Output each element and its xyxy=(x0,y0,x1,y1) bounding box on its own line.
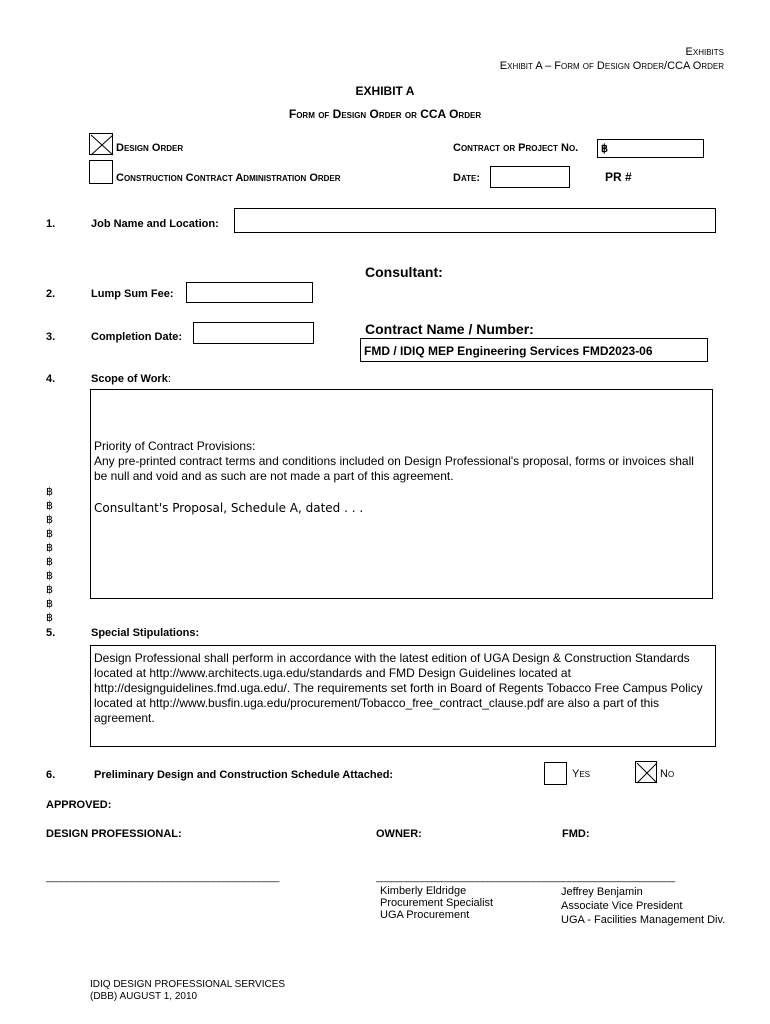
special-stipulations-text: Design Professional shall perform in accordance with the latest edition of UGA Design & Construction Standards located at http://www.architects.uga.edu/standards and FMD Design Guidelines located at http://designguidelines.fmd.uga.edu/. The requirements set forth in Board of Regents Tobacco Free Campus Policy located at http://www.busfin.uga.edu/procurement/Tobacco_free_contract_clause.pdf are also a part of this agreement. xyxy=(94,651,703,725)
baht-mark: ฿ xyxy=(46,612,53,624)
header-exhibits: Exhibits xyxy=(685,46,724,58)
footer xyxy=(90,979,285,1003)
schedule-attached-label: Preliminary Design and Construction Schedule Attached: xyxy=(94,769,394,781)
owner-org: UGA Procurement xyxy=(380,909,470,921)
yes-checkbox[interactable] xyxy=(544,762,567,785)
baht-mark: ฿ xyxy=(46,556,53,568)
owner-name: Kimberly Eldridge xyxy=(380,885,467,897)
contract-name-label: Contract Name / Number: xyxy=(365,321,534,337)
owner-label: OWNER: xyxy=(376,828,422,840)
baht-mark: ฿ xyxy=(46,542,53,554)
baht-mark: ฿ xyxy=(46,514,53,526)
priority-title: Priority of Contract Provisions: xyxy=(94,439,256,453)
baht-mark: ฿ xyxy=(46,584,53,596)
priority-text: Any pre-printed contract terms and conditions included on Design Professional's proposal, forms or invoices shall be null and void and as such are not made a part of this agreement. xyxy=(94,454,694,483)
cca-order-label: Construction Contract Administration Order xyxy=(116,172,341,184)
item-5-number: 5. xyxy=(46,627,56,639)
lump-sum-fee-field[interactable] xyxy=(186,282,313,303)
item-6-number: 6. xyxy=(46,769,56,781)
yes-label: Yes xyxy=(572,768,591,780)
checkmark-x-icon xyxy=(636,762,658,784)
baht-mark: ฿ xyxy=(46,598,53,610)
fmd-signatory xyxy=(561,885,725,927)
item-2-number: 2. xyxy=(46,288,56,300)
baht-mark: ฿ xyxy=(46,570,53,582)
item-3-number: 3. xyxy=(46,331,56,343)
date-field[interactable] xyxy=(490,166,570,188)
contract-number-label: Contract or Project No. xyxy=(453,142,579,154)
page-subtitle: Form of Design Order or CCA Order xyxy=(288,107,482,121)
item-1-number: 1. xyxy=(46,218,56,230)
fmd-org: UGA - Facilities Management Div. xyxy=(561,914,726,926)
design-order-checkbox[interactable] xyxy=(89,133,113,155)
design-professional-label: DESIGN PROFESSIONAL: xyxy=(46,828,182,840)
approved-label: APPROVED: xyxy=(46,799,112,811)
consultant-label: Consultant: xyxy=(365,264,443,280)
contract-number-field[interactable] xyxy=(597,139,704,158)
scope-of-work-field[interactable] xyxy=(90,389,713,599)
footer-line-1: IDIQ DESIGN PROFESSIONAL SERVICES xyxy=(90,979,286,990)
scope-of-work-colon: : xyxy=(167,373,171,385)
completion-date-field[interactable] xyxy=(193,322,314,344)
footer-line-2: (DBB) AUGUST 1, 2010 xyxy=(90,991,198,1002)
pr-number-label: PR # xyxy=(605,170,632,184)
baht-mark: ฿ xyxy=(46,500,53,512)
fmd-name: Jeffrey Benjamin xyxy=(561,886,643,898)
baht-marks-column xyxy=(46,485,53,625)
no-label: No xyxy=(660,768,675,780)
baht-mark: ฿ xyxy=(46,528,53,540)
no-checkbox[interactable] xyxy=(635,761,657,783)
baht-mark: ฿ xyxy=(46,486,53,498)
special-stipulations-field[interactable] xyxy=(90,645,716,747)
lump-sum-fee-label: Lump Sum Fee: xyxy=(91,288,174,300)
cca-order-checkbox[interactable] xyxy=(89,160,113,184)
special-stipulations-label: Special Stipulations: xyxy=(91,627,200,639)
design-professional-signature-line[interactable]: ______________________________________________ xyxy=(46,872,279,883)
scope-of-work-label: Scope of Work xyxy=(91,373,168,385)
contract-name-field[interactable] xyxy=(360,338,708,362)
owner-signature-line[interactable]: ___________________________________________________________ xyxy=(376,872,675,883)
job-name-field[interactable] xyxy=(234,208,716,233)
owner-signatory xyxy=(380,885,493,921)
fmd-label: FMD: xyxy=(562,828,590,840)
contract-name-value: FMD / IDIQ MEP Engineering Services FMD2023-06 xyxy=(364,344,653,358)
design-order-label: Design Order xyxy=(116,142,184,154)
item-4-number: 4. xyxy=(46,373,56,385)
owner-title: Procurement Specialist xyxy=(380,897,494,909)
scope-of-work-heading xyxy=(91,373,171,385)
page-title: EXHIBIT A xyxy=(355,84,415,98)
date-label: Date: xyxy=(453,172,481,184)
fmd-title: Associate Vice President xyxy=(561,900,683,912)
header-exhibit-line: Exhibit A – Form of Design Order/CCA Order xyxy=(499,60,724,72)
job-name-label: Job Name and Location: xyxy=(91,218,219,230)
contract-number-value: ฿ xyxy=(601,143,608,155)
completion-date-label: Completion Date: xyxy=(91,331,183,343)
checkmark-x-icon xyxy=(90,134,114,156)
consultant-proposal-text: Consultant's Proposal, Schedule A, dated . . . xyxy=(94,501,364,515)
